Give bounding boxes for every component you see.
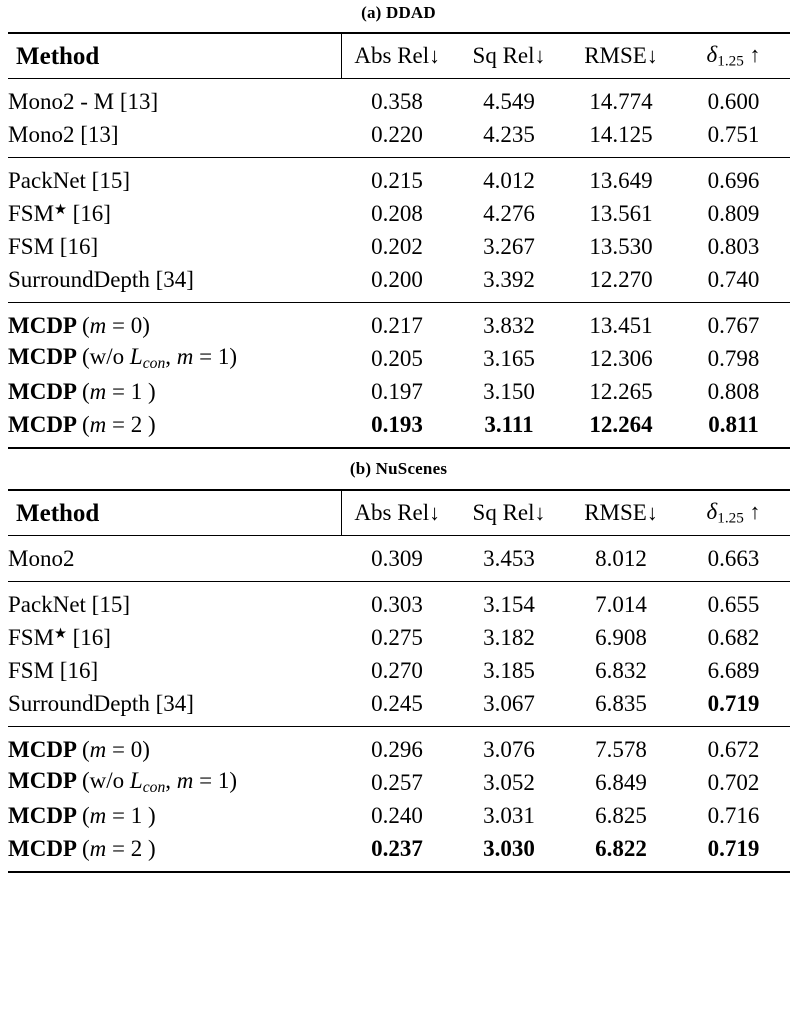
cell-value: 0.296 [371, 737, 423, 762]
column-label: Sq Rel [472, 500, 535, 526]
cell-value: 0.803 [707, 234, 760, 259]
cell-value: 7.578 [595, 737, 647, 762]
table-row [8, 197, 790, 230]
cell-value: 13.561 [589, 201, 653, 226]
cell-value: 0.716 [707, 803, 760, 828]
table-row [8, 766, 790, 799]
cell-value: 14.125 [589, 122, 653, 147]
cell-value: 6.689 [707, 658, 760, 683]
method-reference: [16] [66, 201, 111, 226]
star-icon: ★ [54, 202, 67, 219]
cell-value: 4.276 [483, 201, 535, 226]
column-subscript: 1.25 [717, 509, 744, 527]
table-row [8, 158, 790, 197]
table-caption: (b) NuScenes [349, 459, 448, 478]
column-symbol: δ [706, 499, 718, 525]
table-row [8, 375, 790, 408]
column-header [341, 491, 453, 536]
cell-value: 0.740 [707, 267, 760, 292]
method-qualifier: (w/o $L_{con}$, m = 1) [81, 768, 238, 797]
cell-value: 14.774 [589, 89, 653, 114]
method-reference: [13] [74, 122, 119, 147]
method-reference: [34] [149, 691, 194, 716]
cell-value: 0.200 [371, 267, 423, 292]
method-reference: [34] [149, 267, 194, 292]
cell-value: 0.197 [371, 379, 423, 404]
method-name: MCDP [8, 344, 77, 370]
method-name: MCDP [8, 803, 77, 828]
table-bottom-rule [8, 872, 790, 873]
arrow-up-icon: ↑ [749, 500, 761, 525]
method-name: MCDP [8, 412, 77, 437]
cell-value: 12.265 [589, 379, 653, 404]
cell-value: 6.849 [595, 770, 647, 795]
method-name: MCDP [8, 768, 77, 794]
cell-method [8, 766, 341, 799]
cell-value: 0.767 [707, 313, 760, 338]
method-qualifier: (m = 0) [81, 737, 150, 762]
cell-value: 0.808 [707, 379, 760, 404]
arrow-down-icon: ↓ [534, 44, 546, 69]
cell-value: 3.832 [483, 313, 535, 338]
cell-value: 0.257 [371, 770, 423, 795]
cell-value: 0.751 [707, 122, 760, 147]
cell-value: 0.600 [707, 89, 760, 114]
cell-value: 4.012 [483, 168, 535, 193]
cell-value: 0.205 [371, 346, 423, 371]
method-qualifier: (m = 1 ) [81, 803, 156, 828]
cell-method [8, 230, 341, 263]
cell-value: 0.220 [371, 122, 423, 147]
cell-method [8, 654, 341, 687]
cell-value: 7.014 [595, 592, 647, 617]
method-name: MCDP [8, 836, 77, 861]
table-row [8, 342, 790, 375]
cell-value: 0.202 [371, 234, 423, 259]
cell-method [8, 408, 341, 448]
method-name: FSM [8, 658, 55, 683]
column-header [565, 34, 677, 79]
column-header [453, 34, 565, 79]
method-name: SurroundDepth [8, 267, 150, 292]
cell-value: 12.306 [589, 346, 653, 371]
cell-value: 0.702 [707, 770, 760, 795]
cell-value: 3.453 [483, 546, 535, 571]
cell-value: 6.908 [595, 625, 647, 650]
column-label: Abs Rel [354, 500, 430, 526]
table-row [8, 832, 790, 872]
cell-value: 6.832 [595, 658, 647, 683]
cell-value: 3.052 [483, 770, 535, 795]
cell-value: 12.264 [589, 412, 653, 437]
table-row [8, 536, 790, 582]
cell-value: 3.154 [483, 592, 535, 617]
column-label: RMSE [584, 43, 647, 69]
star-icon: ★ [54, 626, 67, 643]
cell-value: 0.309 [371, 546, 423, 571]
method-name: FSM [8, 234, 55, 259]
table-row [8, 118, 790, 158]
cell-value: 6.835 [595, 691, 647, 716]
cell-value: 3.076 [483, 737, 535, 762]
method-name: PackNet [8, 168, 86, 193]
cell-method [8, 536, 341, 582]
cell-value: 0.303 [371, 592, 423, 617]
cell-method [8, 621, 341, 654]
table-row [8, 263, 790, 303]
arrow-down-icon: ↓ [429, 501, 441, 526]
method-reference: [16] [66, 625, 111, 650]
cell-value: 0.672 [707, 737, 760, 762]
method-name: PackNet [8, 592, 86, 617]
cell-value: 0.240 [371, 803, 423, 828]
method-qualifier: (m = 2 ) [81, 836, 156, 861]
table-row [8, 687, 790, 727]
cell-method [8, 342, 341, 375]
cell-value: 13.451 [589, 313, 653, 338]
cell-method [8, 79, 341, 118]
cell-value: 0.809 [707, 201, 760, 226]
column-subscript: 1.25 [717, 52, 744, 70]
cell-value: 13.530 [589, 234, 653, 259]
cell-value: 0.208 [371, 201, 423, 226]
table-row [8, 230, 790, 263]
column-label: Abs Rel [354, 43, 430, 69]
column-header [565, 491, 677, 536]
cell-value: 0.719 [707, 691, 760, 716]
cell-value: 0.358 [371, 89, 423, 114]
cell-value: 0.245 [371, 691, 423, 716]
cell-value: 4.235 [483, 122, 535, 147]
method-name: Mono2 [8, 546, 75, 571]
cell-value: 0.696 [707, 168, 760, 193]
method-qualifier: (m = 2 ) [81, 412, 156, 437]
cell-value: 3.031 [483, 803, 535, 828]
cell-method [8, 799, 341, 832]
cell-value: 3.111 [484, 412, 534, 437]
table-row [8, 303, 790, 342]
cell-value: 12.270 [589, 267, 653, 292]
table-caption: (a) DDAD [361, 3, 436, 22]
method-name: Mono2 [8, 122, 75, 147]
column-header [677, 34, 790, 79]
cell-value: 0.682 [707, 625, 760, 650]
cell-value: 0.663 [707, 546, 760, 571]
cell-method [8, 263, 341, 303]
cell-value: 4.549 [483, 89, 535, 114]
table-row [8, 582, 790, 621]
cell-value: 0.275 [371, 625, 423, 650]
table-row [8, 799, 790, 832]
table-row [8, 408, 790, 448]
cell-method [8, 303, 341, 342]
cell-method [8, 375, 341, 408]
cell-value: 3.165 [483, 346, 535, 371]
cell-value: 0.811 [708, 412, 759, 437]
cell-value: 0.798 [707, 346, 760, 371]
cell-value: 0.237 [371, 836, 423, 861]
column-header [677, 491, 790, 536]
cell-value: 3.030 [483, 836, 535, 861]
arrow-down-icon: ↓ [534, 501, 546, 526]
table-row [8, 621, 790, 654]
method-name: MCDP [8, 313, 77, 338]
cell-value: 6.825 [595, 803, 647, 828]
arrow-down-icon: ↓ [429, 44, 441, 69]
method-qualifier: (m = 0) [81, 313, 150, 338]
table-header-row [8, 491, 790, 536]
method-reference: [16] [54, 234, 99, 259]
cell-method [8, 582, 341, 621]
column-header [341, 34, 453, 79]
table-header-row [8, 34, 790, 79]
results-table [8, 489, 790, 873]
cell-value: 0.270 [371, 658, 423, 683]
cell-method [8, 832, 341, 872]
cell-value: 3.150 [483, 379, 535, 404]
method-reference: [15] [85, 168, 130, 193]
cell-value: 0.215 [371, 168, 423, 193]
cell-method [8, 118, 341, 158]
column-label: Sq Rel [472, 43, 535, 69]
column-label: RMSE [584, 500, 647, 526]
cell-value: 3.392 [483, 267, 535, 292]
method-name: MCDP [8, 737, 77, 762]
arrow-down-icon: ↓ [646, 44, 658, 69]
cell-value: 8.012 [595, 546, 647, 571]
results-table [8, 32, 790, 449]
method-reference: [15] [85, 592, 130, 617]
method-name: SurroundDepth [8, 691, 150, 716]
method-reference: [16] [54, 658, 99, 683]
method-name: MCDP [8, 379, 77, 404]
cell-method [8, 727, 341, 766]
method-name: FSM [8, 201, 55, 226]
cell-value: 0.719 [707, 836, 760, 861]
cell-value: 3.267 [483, 234, 535, 259]
cell-method [8, 158, 341, 197]
cell-value: 13.649 [589, 168, 653, 193]
column-symbol: δ [706, 42, 718, 68]
cell-value: 3.182 [483, 625, 535, 650]
cell-method [8, 197, 341, 230]
cell-value: 0.655 [707, 592, 760, 617]
table-row [8, 79, 790, 118]
cell-value: 6.822 [595, 836, 647, 861]
method-qualifier: (m = 1 ) [81, 379, 156, 404]
arrow-up-icon: ↑ [749, 43, 761, 68]
method-name: Mono2 - M [8, 89, 115, 114]
cell-value: 0.193 [371, 412, 423, 437]
table-row [8, 654, 790, 687]
column-header [453, 491, 565, 536]
column-header-method: Method [16, 499, 100, 527]
method-qualifier: (w/o $L_{con}$, m = 1) [81, 344, 238, 373]
cell-method [8, 687, 341, 727]
arrow-down-icon: ↓ [646, 501, 658, 526]
method-name: FSM [8, 625, 55, 650]
cell-value: 3.067 [483, 691, 535, 716]
cell-value: 0.217 [371, 313, 423, 338]
method-reference: [13] [114, 89, 159, 114]
column-header-method: Method [16, 42, 100, 70]
cell-value: 3.185 [483, 658, 535, 683]
table-row [8, 727, 790, 766]
